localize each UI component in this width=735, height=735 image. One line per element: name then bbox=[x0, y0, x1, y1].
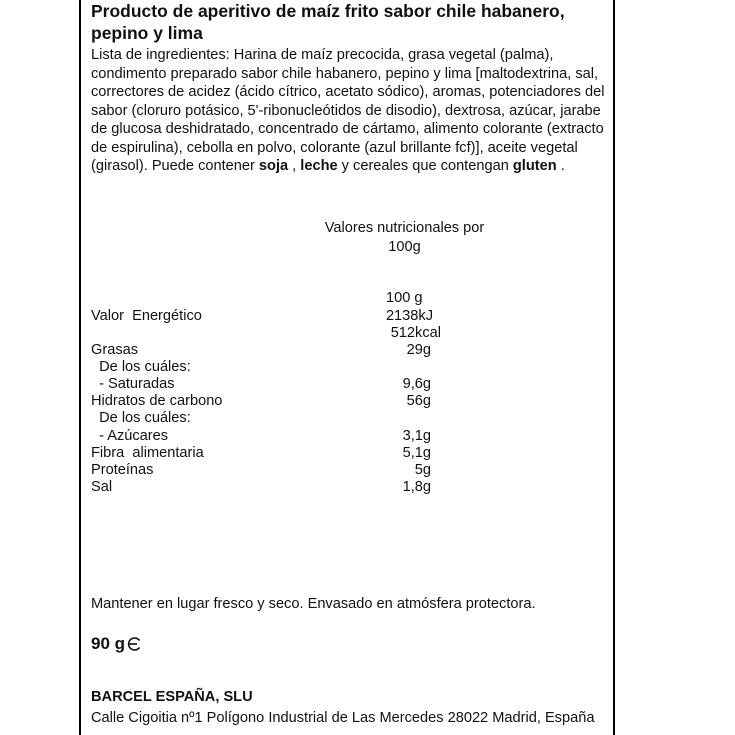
nutrition-row bbox=[91, 409, 431, 427]
ingredients-separator: , bbox=[288, 158, 301, 174]
nutrition-row bbox=[91, 461, 431, 479]
nutrition-row bbox=[91, 392, 431, 410]
nutrition-header: Valores nutricionales por 100g bbox=[324, 220, 485, 255]
nutrient-value: 56g bbox=[406, 393, 431, 409]
nutrient-value: 29g bbox=[406, 342, 431, 358]
nutrition-row bbox=[91, 324, 441, 342]
ingredients-end: . bbox=[556, 158, 565, 174]
nutrition-row bbox=[91, 358, 431, 376]
nutrient-label: Valor Energético bbox=[91, 308, 202, 324]
ingredients-list bbox=[91, 46, 611, 176]
label-sheet bbox=[79, 0, 615, 735]
ingredients-text: Lista de ingredientes: Harina de maíz precocida, grasa vegetal (palma), condimento preparado sabor chile habanero, pepino y lima [maltodextrina, sal, correctores de acidez (ácido cítrico, acetato sódico), aromas, potenciadores del sabor (cloruro potásico, 5'-ribonucleótidos de disodio), dextrosa, azúcar, jarabe de glucosa deshidratado, concentrado de cártamo, alimento colorante (extracto de espirulina), cebolla en polvo, colorante (azul brillante fcf)], aceite vegetal (girasol). Puede contener bbox=[91, 47, 605, 174]
nutrition-row bbox=[91, 444, 431, 462]
nutrient-value: 1,8g bbox=[402, 479, 431, 495]
nutrient-label: Fibra alimentaria bbox=[91, 445, 204, 461]
nutrient-value: 2138kJ bbox=[385, 308, 433, 324]
nutrient-label: - Saturadas bbox=[91, 376, 175, 392]
nutrient-label: Hidratos de carbono bbox=[91, 393, 223, 409]
estimated-sign-icon bbox=[127, 636, 141, 652]
allergen-gluten: gluten bbox=[512, 158, 557, 174]
nutrition-row bbox=[91, 478, 431, 496]
nutrient-label: De los cuáles: bbox=[91, 359, 191, 375]
nutrition-row bbox=[91, 307, 431, 325]
storage-instructions: Mantener en lugar fresco y seco. Envasado en atmósfera protectora. bbox=[91, 596, 536, 612]
nutrition-row bbox=[91, 427, 431, 445]
nutrient-value: 3,1g bbox=[402, 428, 431, 444]
net-weight bbox=[91, 634, 141, 654]
nutrient-label: Sal bbox=[91, 479, 113, 495]
nutrition-row bbox=[91, 341, 431, 359]
nutrient-value: 5g bbox=[414, 462, 431, 478]
nutrient-label: - Azúcares bbox=[91, 428, 169, 444]
nutrient-value: 5,1g bbox=[402, 445, 431, 461]
nutrient-value: 9,6g bbox=[402, 376, 431, 392]
allergen-soja: soja bbox=[258, 158, 289, 174]
product-title: Producto de aperitivo de maíz frito sabor chile habanero, pepino y lima bbox=[91, 1, 565, 43]
net-weight-value: 90 g bbox=[91, 634, 126, 653]
nutrition-column-header: 100 g bbox=[386, 290, 423, 306]
nutrient-value: 512kcal bbox=[390, 325, 441, 341]
nutrition-row bbox=[91, 375, 431, 393]
nutrient-label: Proteínas bbox=[91, 462, 154, 478]
nutrient-label: Grasas bbox=[91, 342, 139, 358]
ingredients-separator: y cereales que contengan bbox=[337, 158, 513, 174]
company-address: Calle Cigoitia nº1 Polígono Industrial de Las Mercedes 28022 Madrid, España bbox=[91, 710, 595, 726]
nutrient-label: De los cuáles: bbox=[91, 410, 191, 426]
allergen-leche: leche bbox=[300, 158, 338, 174]
company-name: BARCEL ESPAÑA, SLU bbox=[91, 689, 253, 705]
